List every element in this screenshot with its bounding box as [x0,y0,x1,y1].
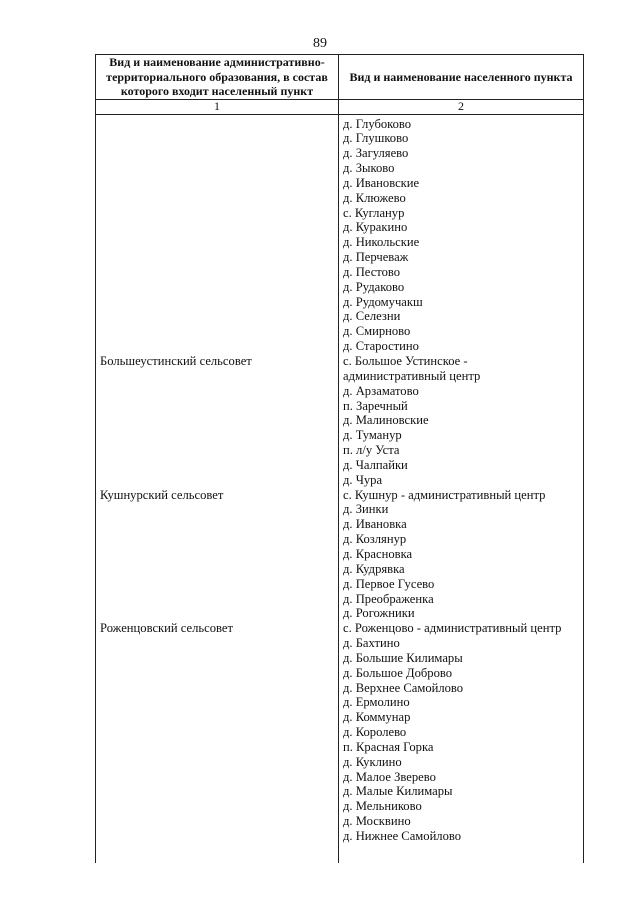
settlement-item: д. Чура [343,472,383,487]
settlement-item: д. Зинки [343,502,389,517]
spacer [100,399,334,414]
settlement-item: д. Преображенка [343,591,434,606]
settlement-item: административный центр [343,368,481,383]
settlements-table [95,54,584,863]
column-number-row [96,99,584,114]
spacer [100,117,334,132]
spacer [100,547,334,562]
settlement-item: д. Верхнее Самойлово [343,680,464,695]
spacer [100,131,334,146]
settlement-item: д. Смирново [343,324,411,339]
settlement-item: с. Кугланур [343,205,405,220]
spacer [100,339,334,354]
spacer [100,562,334,577]
spacer [100,206,334,221]
spacer [100,176,334,191]
settlement-item: д. Никольские [343,235,420,250]
spacer [100,161,334,176]
settlement-item: д. Глушково [343,131,409,146]
spacer [100,309,334,324]
spacer [100,517,334,532]
spacer [100,502,334,517]
spacer [100,280,334,295]
settlement-item: д. Мельниково [343,799,422,814]
spacer [100,413,334,428]
settlement-item: д. Ивановские [343,175,420,190]
settlement-item: д. Ермолино [343,695,410,710]
settlement-item: д. Большие Килимары [343,650,463,665]
settlement-item: д. Ивановка [343,517,407,532]
spacer [100,265,334,280]
settlement-item: д. Рудомучакш [343,294,423,309]
settlement-item: д. Кудрявка [343,561,405,576]
spacer [100,369,334,384]
admin-unit-name: Большеустинский сельсовет [100,354,252,368]
table-header-row [96,55,584,100]
settlement-item: д. Селезни [343,309,401,324]
column-number-2: 2 [339,99,584,114]
settlement-item: д. Старостино [343,339,419,354]
spacer [100,428,334,443]
settlement-item: д. Чалпайки [343,457,408,472]
spacer [100,606,334,621]
settlement-item: с. Большое Устинское - [343,354,468,368]
spacer [100,235,334,250]
settlement-item: д. Нижнее Самойлово [343,829,462,843]
spacer [100,250,334,265]
admin-unit-column [96,114,339,863]
settlement-item: д. Бахтино [343,636,400,651]
spacer [100,458,334,473]
settlement-item: д. Большое Доброво [343,665,453,680]
settlement-item: д. Рогожники [343,606,415,621]
settlement-item: д. Малиновские [343,413,429,428]
settlement-item: д. Глубоково [343,116,412,131]
settlement-item: д. Зыково [343,161,395,176]
spacer [100,577,334,592]
spacer [100,384,334,399]
spacer [100,532,334,547]
spacer [100,295,334,310]
spacer [100,220,334,235]
header-settlement: Вид и наименование населенного пункта [339,55,584,100]
spacer [100,146,334,161]
settlement-item: п. Красная Горка [343,739,434,754]
admin-unit-name: Роженцовский сельсовет [100,621,233,636]
settlement-item: д. Куракино [343,220,408,235]
column-number-1: 1 [96,99,339,114]
spacer [100,443,334,458]
settlement-item: д. Москвино [343,814,411,829]
settlement-item: с. Кушнур - административный центр [343,487,546,502]
table-body-row [96,114,584,863]
settlement-item: д. Красновка [343,546,413,561]
settlement-item: с. Роженцово - административный центр [343,621,562,636]
settlement-item: д. Туманур [343,428,402,443]
admin-unit-name: Кушнурский сельсовет [100,487,224,502]
spacer [100,592,334,607]
settlement-item: д. Коммунар [343,710,411,725]
spacer [100,324,334,339]
settlement-item: д. Куклино [343,754,402,769]
spacer [100,473,334,488]
settlement-item: д. Козлянур [343,532,407,547]
settlement-item: д. Малые Килимары [343,784,453,799]
settlement-item: д. Пестово [343,264,401,279]
settlement-item: д. Малое Зверево [343,769,436,784]
settlement-item: д. Загуляево [343,146,409,161]
settlement-item: п. Заречный [343,398,408,413]
settlement-item: д. Рудаково [343,279,405,294]
page-number: 89 [313,36,327,51]
settlement-item: д. Первое Гусево [343,576,435,591]
spacer [100,191,334,206]
header-admin-unit: Вид и наименование административно-территориального образования, в состав которого входит населенный пункт [96,55,339,100]
settlement-item: п. л/у Уста [343,443,400,458]
settlement-item: д. Перчеваж [343,250,409,265]
settlement-column [339,114,584,863]
settlement-item: д. Королево [343,725,407,740]
settlement-item: д. Арзаматово [343,383,419,398]
settlement-item: д. Клюжево [343,190,406,205]
